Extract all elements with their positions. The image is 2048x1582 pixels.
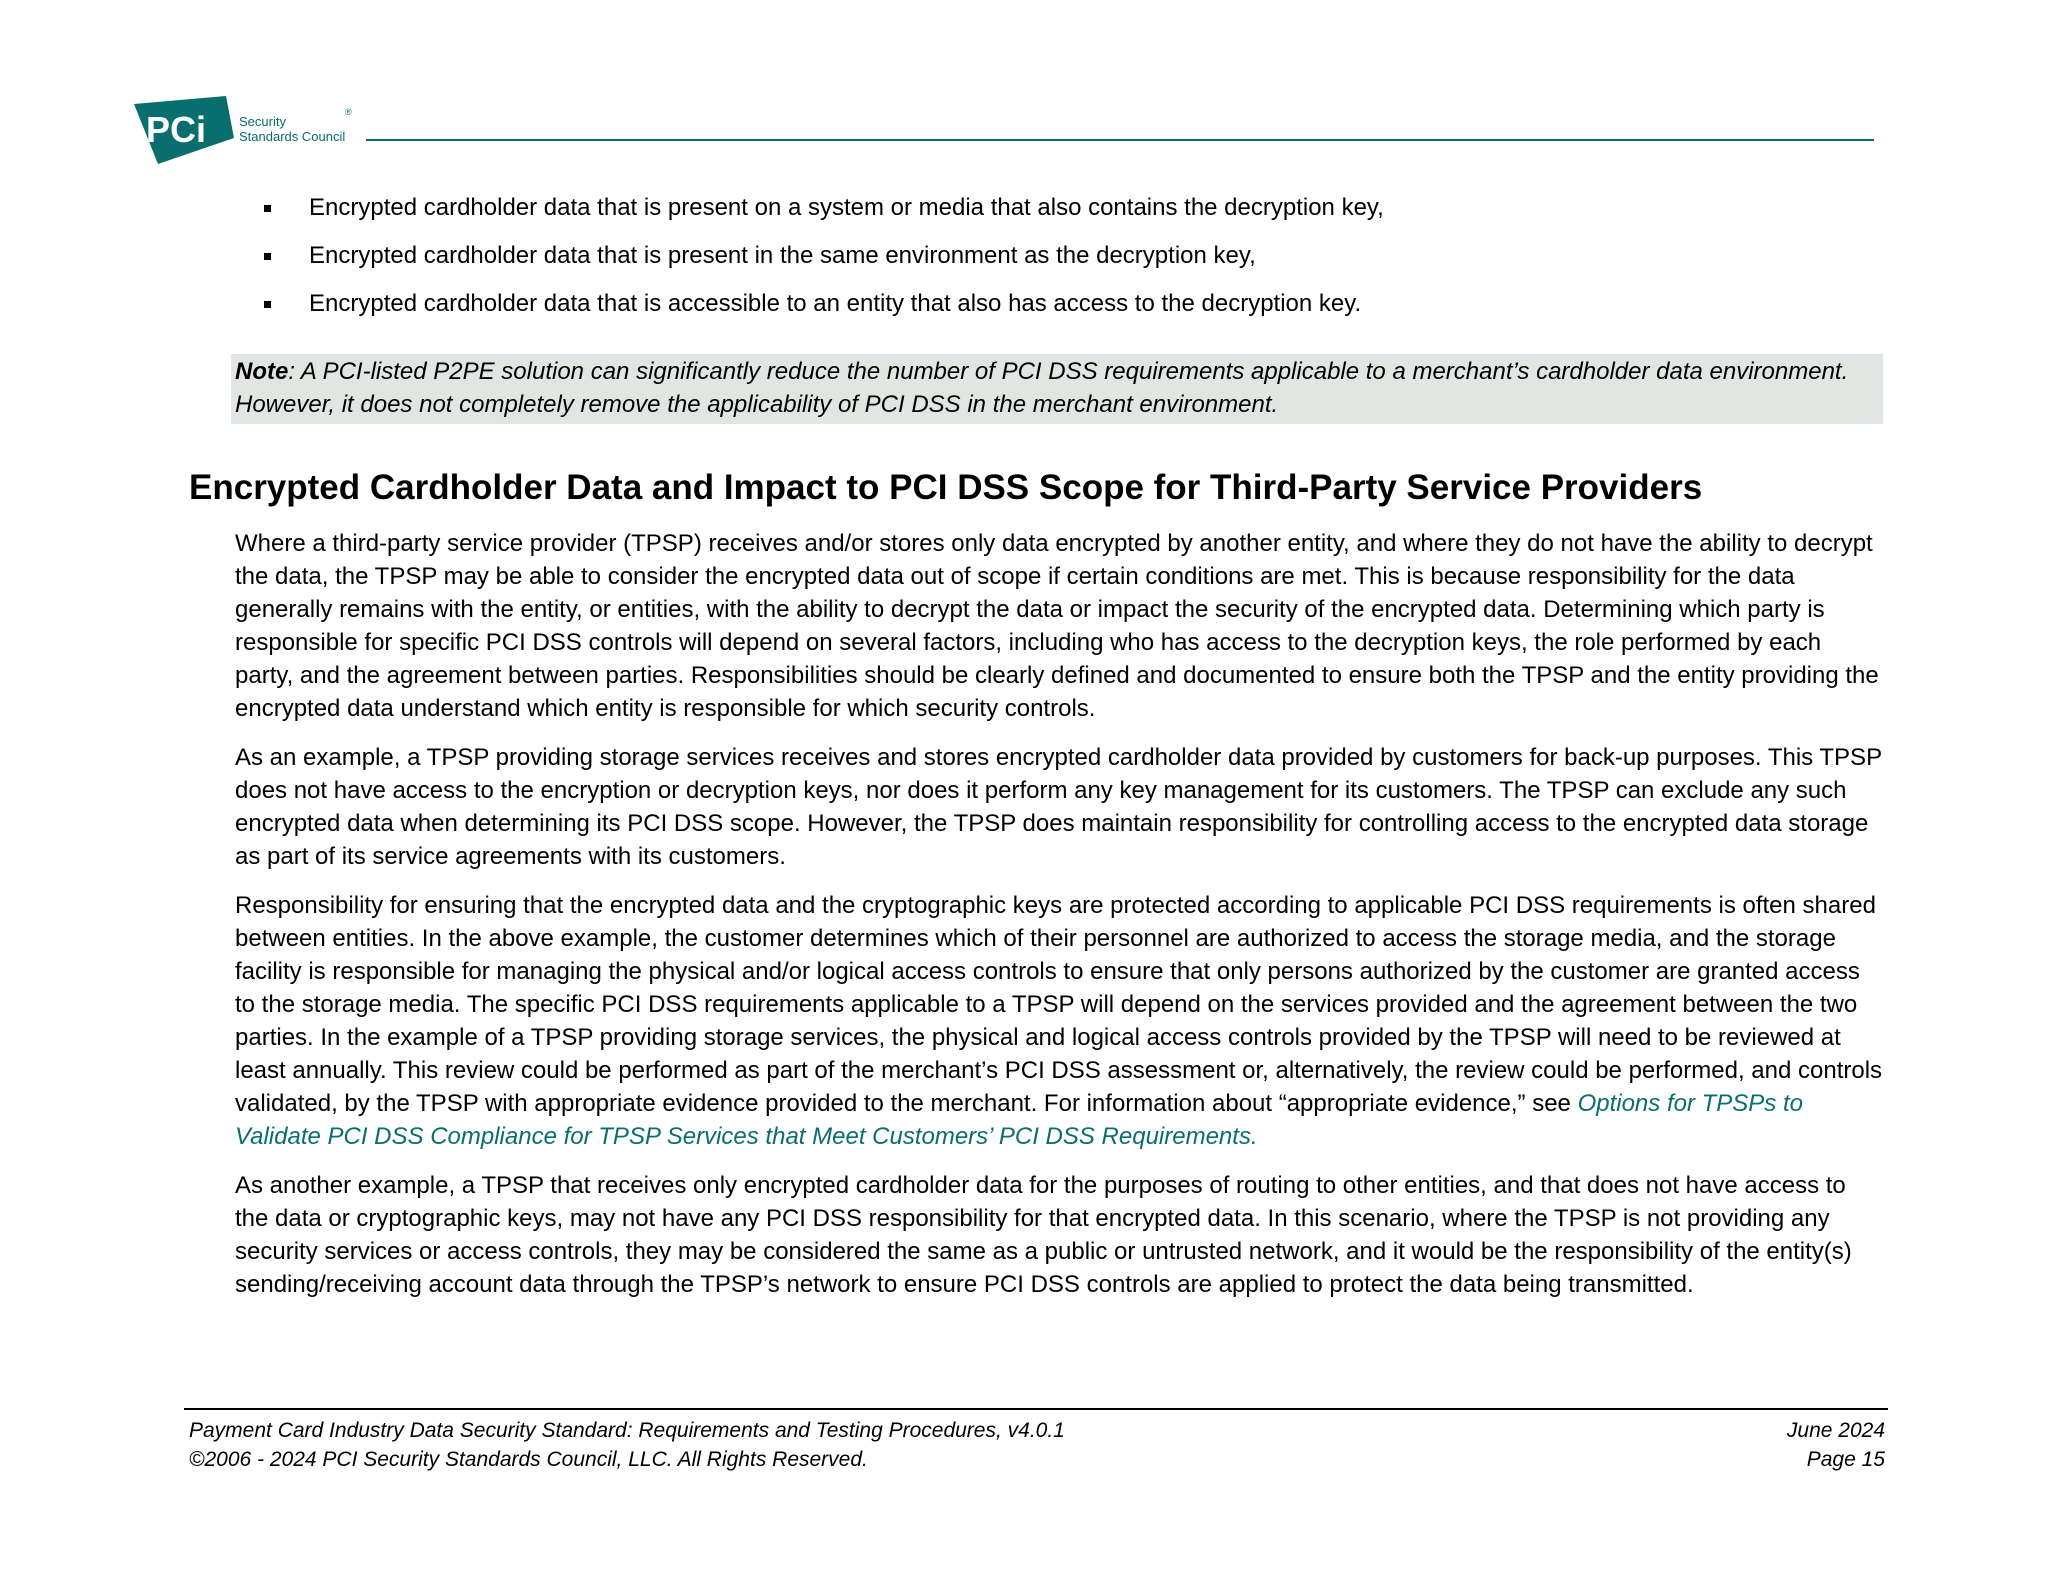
footer-copyright: ©2006 - 2024 PCI Security Standards Council, LLC. All Rights Reserved. <box>189 1448 868 1471</box>
bullet-list <box>263 193 1863 337</box>
pci-logo <box>134 92 364 164</box>
list-item-text: Encrypted cardholder data that is present in the same environment as the decryption key, <box>309 242 1256 269</box>
paragraph: As another example, a TPSP that receives only encrypted cardholder data for the purposes of routing to other entities, and that does not have access to the data or cryptographic keys, may not have any PCI DSS responsibility for that encrypted data. In this scenario, where the TPSP is not providing any security services or access controls, they may be considered the same as a public or untrusted network, and it would be the responsibility of the entity(s) sending/receiving account data through the TPSP’s network to ensure PCI DSS controls are applied to protect the data being transmitted. <box>235 1172 1852 1298</box>
logo-wordmark <box>239 114 345 144</box>
footer-date: June 2024 <box>1786 1419 1885 1442</box>
list-item <box>263 241 1863 271</box>
svg-text:PCi: PCi <box>146 109 207 150</box>
logo-line-council: Standards Council <box>239 129 346 144</box>
list-item <box>263 193 1863 223</box>
square-bullet-icon <box>264 253 271 260</box>
page-footer <box>189 1416 1885 1474</box>
paragraph: Where a third-party service provider (TPSP) receives and/or stores only data encrypted by another entity, and where they do not have the ability to decrypt the data, the TPSP may be able to consider the encrypted data out of scope if certain conditions are met. This is because responsibility for the data generally remains with the entity, or entities, with the ability to decrypt the data or impact the security of the encrypted data. Determining which party is responsible for specific PCI DSS controls will depend on several factors, including who has access to the decryption keys, the role performed by each party, and the agreement between parties. Responsibilities should be clearly defined and documented to ensure both the TPSP and the entity providing the encrypted data understand which entity is responsible for which security controls. <box>235 530 1879 722</box>
square-bullet-icon <box>264 301 271 308</box>
footer-divider <box>184 1408 1888 1410</box>
list-item <box>263 289 1863 319</box>
footer-row <box>189 1416 1885 1445</box>
registered-mark: ® <box>345 107 352 117</box>
header-divider <box>366 139 1874 141</box>
tpsp-options-link[interactable]: Options for TPSPs to Validate PCI DSS Compliance for TPSP Services that Meet Customers’ PCI DSS Requirements. <box>235 1090 1803 1150</box>
note-label: Note <box>235 358 289 385</box>
note-box <box>231 354 1883 424</box>
pci-logo-mark <box>134 96 234 164</box>
paragraph-text: Responsibility for ensuring that the encrypted data and the cryptographic keys are protected according to applicable PCI DSS requirements is often shared between entities. In the above example, the customer determines which of their personnel are authorized to access the storage media, and the storage facility is responsible for managing the physical and/or logical access controls to ensure that only persons authorized by the customer are granted access to the storage media. The specific PCI DSS requirements applicable to a TPSP will depend on the services provided and the agreement between the two parties. In the example of a TPSP providing storage services, the physical and logical access controls provided by the TPSP will need to be reviewed at least annually. This review could be performed as part of the merchant’s PCI DSS assessment or, alternatively, the review could be performed, and controls validated, by the TPSP with appropriate evidence provided to the merchant. For information about “appropriate evidence,” see <box>235 892 1883 1117</box>
logo-line-security: Security <box>239 114 286 129</box>
note-text: : A PCI-listed P2PE solution can significantly reduce the number of PCI DSS requirements applicable to a merchant’s cardholder data environment. However, it does not completely remove the applicability of PCI DSS in the merchant environment. <box>235 358 1849 418</box>
section-body <box>235 527 1885 1317</box>
section-heading: Encrypted Cardholder Data and Impact to PCI DSS Scope for Third-Party Service Providers <box>189 468 1703 507</box>
paragraph: As an example, a TPSP providing storage services receives and stores encrypted cardholder data provided by customers for back-up purposes. This TPSP does not have access to the encryption or decryption keys, nor does it perform any key management for its customers. The TPSP can exclude any such encrypted data when determining its PCI DSS scope. However, the TPSP does maintain responsibility for controlling access to the encrypted data storage as part of its service agreements with its customers. <box>235 744 1882 870</box>
footer-document-title: Payment Card Industry Data Security Standard: Requirements and Testing Procedures, v4.0.1 <box>189 1419 1065 1442</box>
paragraph <box>235 889 1885 1153</box>
list-item-text: Encrypted cardholder data that is accessible to an entity that also has access to the decryption key. <box>309 290 1362 317</box>
square-bullet-icon <box>264 205 271 212</box>
footer-row <box>189 1445 1885 1474</box>
footer-page-number: Page 15 <box>1806 1448 1885 1471</box>
list-item-text: Encrypted cardholder data that is present on a system or media that also contains the decryption key, <box>309 194 1384 221</box>
